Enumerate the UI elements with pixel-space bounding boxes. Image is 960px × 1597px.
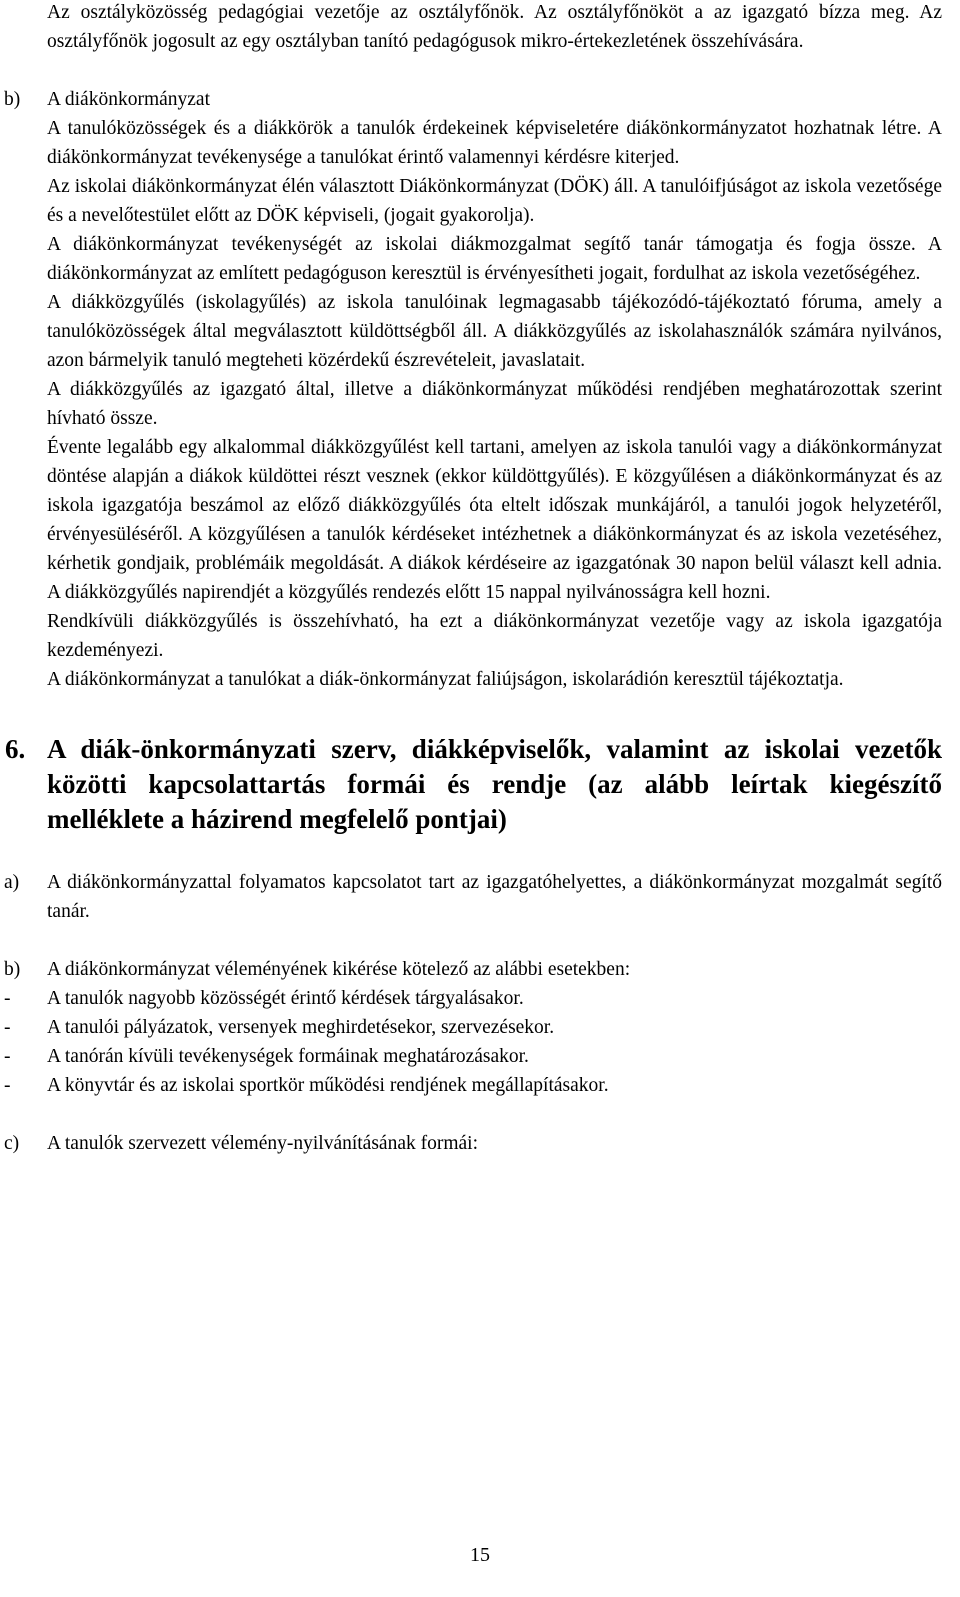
dash-marker: - bbox=[4, 1075, 11, 1096]
section-6-heading bbox=[5, 732, 942, 837]
item-b-bullet-list bbox=[4, 984, 942, 1100]
list-item bbox=[4, 1071, 942, 1100]
document-page bbox=[4, 0, 942, 1158]
item-c-marker: c) bbox=[4, 1133, 20, 1154]
section-b-paragraph-6: Évente legalább egy alkalommal diákközgyűlést kell tartani, amelyen az iskola tanulói vagy a diákönkormányzat döntése alapján a diákok küldöttei részt vesznek (ekkor küldöttgyűlés). E közgyűlésen a diákönkormányzat és az iskola igazgatója beszámol az előző diákközgyűlés óta eltelt időszak munkájáról, a tanulói jogok helyzetéről, érvényesüléséről. A közgyűlésen a tanulók kérdéseket intézhetnek a diákönkormányzat és az iskola vezetéséhez, kérhetik gondjaik, problémáik megoldását. A diákok kérdéseire az igazgatónak 30 napon belül választ kell adnia. A diákközgyűlés napirendjét a közgyűlés rendezés előtt 15 nappal nyilvánosságra kell hozni. bbox=[47, 437, 942, 603]
list-item-text: A tanulói pályázatok, versenyek meghirdetésekor, szervezésekor. bbox=[47, 1017, 555, 1038]
item-a bbox=[4, 868, 942, 926]
item-a-marker: a) bbox=[4, 872, 20, 893]
section-b-paragraph-2: Az iskolai diákönkormányzat élén választott Diákönkormányzat (DÖK) áll. A tanulóifjúságot az iskola vezetősége és a nevelőtestület előtt az DÖK képviseli, (jogait gyakorolja). bbox=[47, 176, 942, 226]
intro-paragraph: Az osztályközösség pedagógiai vezetője az osztályfőnök. Az osztályfőnököt a az igazgató bízza meg. Az osztályfőnök jogosult az egy osztályban tanító pedagógusok mikro-értekezletének összehívására. bbox=[47, 2, 942, 52]
item-c-text: A tanulók szervezett vélemény-nyilvánításának formái: bbox=[47, 1133, 479, 1154]
item-c bbox=[4, 1129, 942, 1158]
section-b-paragraph-8: A diákönkormányzat a tanulókat a diák-önkormányzat faliújságon, iskolarádión keresztül tájékoztatja. bbox=[47, 669, 844, 690]
section-b-paragraph-1: A tanulóközösségek és a diákkörök a tanulók érdekeinek képviseletére diákönkormányzatot hozhatnak létre. A diákönkormányzat tevékenysége a tanulókat érintő valamennyi kérdésre kiterjed. bbox=[47, 118, 942, 168]
dash-marker: - bbox=[4, 988, 11, 1009]
section-b-student-government bbox=[4, 85, 942, 694]
section-b-paragraph-5: A diákközgyűlés az igazgató által, illetve a diákönkormányzat működési rendjében meghatározottak szerint hívható össze. bbox=[47, 379, 942, 429]
item-b-marker: b) bbox=[4, 959, 21, 980]
list-item bbox=[4, 1042, 942, 1071]
dash-marker: - bbox=[4, 1017, 11, 1038]
item-a-text: A diákönkormányzattal folyamatos kapcsolatot tart az igazgatóhelyettes, a diákönkormányzat mozgalmát segítő tanár. bbox=[47, 872, 942, 922]
section-b-paragraph-7: Rendkívüli diákközgyűlés is összehívható, ha ezt a diákönkormányzat vezetője vagy az iskola igazgatója kezdeményezi. bbox=[47, 611, 942, 661]
list-item-text: A tanulók nagyobb közösségét érintő kérdések tárgyalásakor. bbox=[47, 988, 524, 1009]
list-item bbox=[4, 984, 942, 1013]
section-b-marker: b) bbox=[4, 89, 21, 110]
section-b-title: A diákönkormányzat bbox=[47, 89, 210, 110]
list-item-text: A könyvtár és az iskolai sportkör működési rendjének megállapításakor. bbox=[47, 1075, 609, 1096]
section-6-heading-text: A diák-önkormányzati szerv, diákképviselők, valamint az iskolai vezetők közötti kapcsolattartás formái és rendje (az alább leírtak kiegészítő melléklete a házirend megfelelő pontjai) bbox=[47, 734, 942, 834]
list-item-text: A tanórán kívüli tevékenységek formáinak meghatározásakor. bbox=[47, 1046, 529, 1067]
item-b-text: A diákönkormányzat véleményének kikérése kötelező az alábbi esetekben: bbox=[47, 959, 631, 980]
dash-marker: - bbox=[4, 1046, 11, 1067]
page-number: 15 bbox=[470, 1544, 490, 1566]
section-6-number: 6. bbox=[5, 734, 26, 764]
item-b bbox=[4, 955, 942, 1100]
list-item bbox=[4, 1013, 942, 1042]
section-b-paragraph-4: A diákközgyűlés (iskolagyűlés) az iskola tanulóinak legmagasabb tájékozódó-tájékoztató fóruma, amely a tanulóközösségek által megválasztott küldöttségből áll. A diákközgyűlés az iskolahasználók számára nyilvános, azon bármelyik tanuló megteheti közérdekű észrevételeit, javaslatait. bbox=[47, 292, 942, 371]
section-b-paragraph-3: A diákönkormányzat tevékenységét az iskolai diákmozgalmat segítő tanár támogatja és fogja össze. A diákönkormányzat az említett pedagóguson keresztül is érvényesítheti jogait, fordulhat az iskola vezetőségéhez. bbox=[47, 234, 942, 284]
